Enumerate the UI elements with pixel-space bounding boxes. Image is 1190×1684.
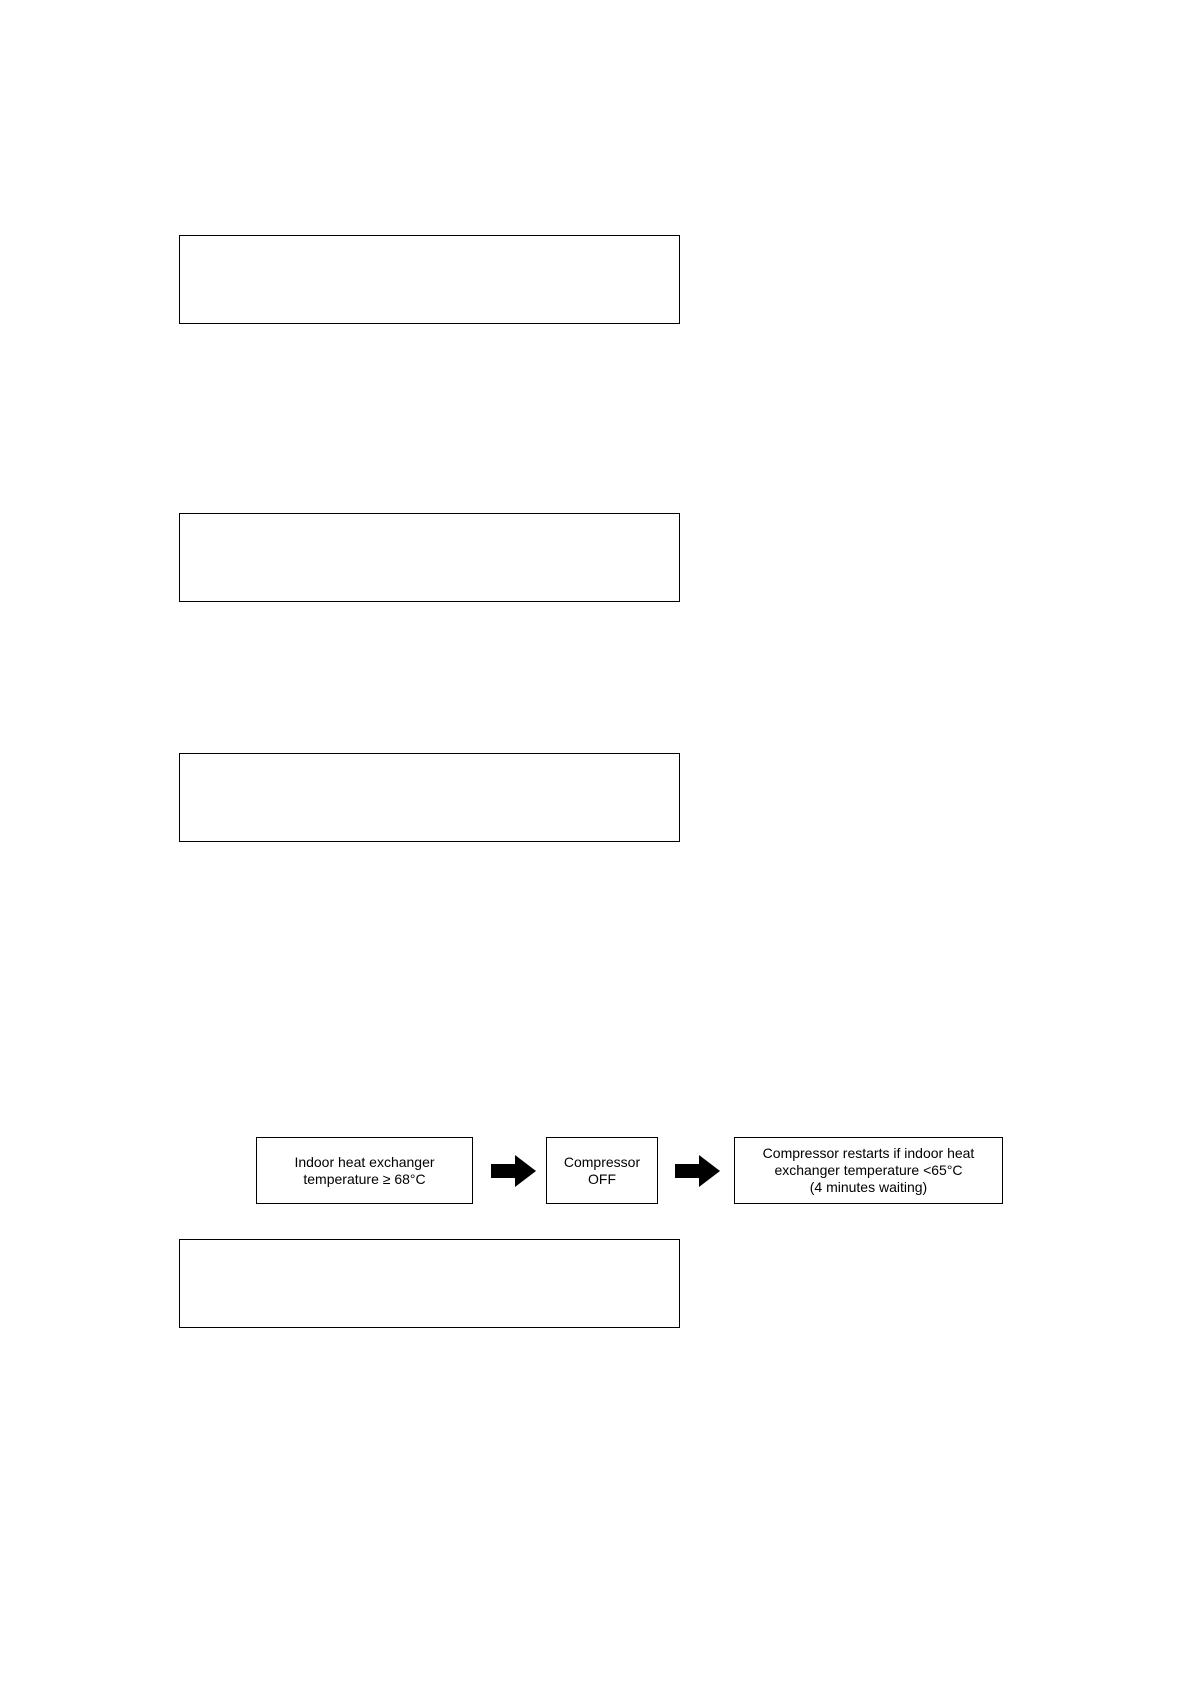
empty-text-box-1 — [179, 235, 680, 324]
flow-step-line: (4 minutes waiting) — [809, 1179, 928, 1195]
flow-step-text — [763, 1145, 975, 1196]
right-arrow-icon — [491, 1155, 536, 1187]
empty-text-box-4 — [179, 1239, 680, 1328]
flow-step-line: temperature ≥ 68°C — [303, 1170, 426, 1187]
right-arrow-icon — [675, 1155, 720, 1187]
flow-step-compressor-off — [546, 1137, 658, 1204]
flow-step-line: Compressor — [563, 1153, 641, 1170]
flow-step-high-temperature — [256, 1137, 473, 1204]
flow-step-text — [564, 1154, 640, 1188]
flow-step-compressor-restart — [734, 1137, 1003, 1204]
flow-step-text — [294, 1154, 434, 1188]
flow-step-line: Indoor heat exchanger — [294, 1153, 435, 1170]
empty-text-box-3 — [179, 753, 680, 842]
flow-step-line: Compressor restarts if indoor heat — [762, 1145, 975, 1161]
flow-step-line: OFF — [588, 1170, 616, 1187]
flow-step-line: exchanger temperature <65°C — [774, 1162, 963, 1178]
empty-text-box-2 — [179, 513, 680, 602]
